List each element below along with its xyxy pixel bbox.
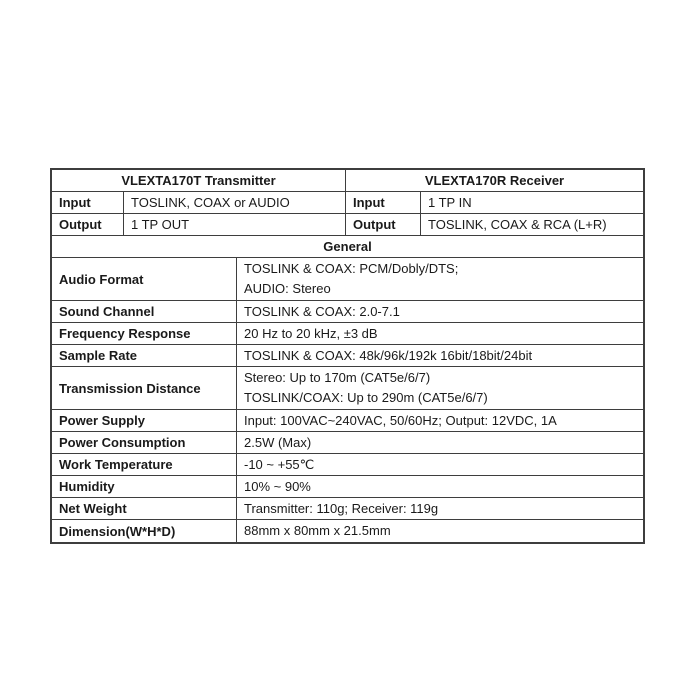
- spec-row-power-consumption: [52, 432, 643, 454]
- spec-value: [237, 323, 643, 344]
- receiver-output-label: Output: [346, 214, 421, 235]
- device-header-row: [52, 170, 643, 192]
- transmitter-input-value: TOSLINK, COAX or AUDIO: [124, 192, 346, 213]
- spec-value: [237, 476, 643, 497]
- spec-value-line: Input: 100VAC~240VAC, 50/60Hz; Output: 12VDC, 1A: [244, 412, 557, 428]
- spec-row-power-supply: [52, 410, 643, 432]
- transmitter-output-label: Output: [52, 214, 124, 235]
- spec-label: Power Supply: [52, 410, 237, 431]
- spec-row-transmission-distance: [52, 367, 643, 410]
- spec-label: Frequency Response: [52, 323, 237, 344]
- spec-row-work-temperature: [52, 454, 643, 476]
- spec-value-line: TOSLINK & COAX: PCM/Dobly/DTS;: [244, 261, 459, 276]
- spec-value: [237, 345, 643, 366]
- spec-label: Audio Format: [52, 258, 237, 300]
- spec-row-audio-format: [52, 258, 643, 301]
- spec-row-humidity: [52, 476, 643, 498]
- spec-value: [237, 432, 643, 453]
- receiver-title: VLEXTA170R Receiver: [424, 173, 565, 188]
- spec-value-line: TOSLINK & COAX: 48k/96k/192k 16bit/18bit/24bit: [244, 347, 533, 363]
- spec-value-line: 2.5W (Max): [244, 434, 312, 450]
- transmitter-output-value: 1 TP OUT: [124, 214, 346, 235]
- spec-label: Humidity: [52, 476, 237, 497]
- general-section-title: General: [323, 239, 372, 254]
- receiver-input-label: Input: [346, 192, 421, 213]
- output-row: [52, 214, 643, 236]
- spec-value-line: TOSLINK & COAX: 2.0-7.1: [244, 303, 400, 319]
- spec-label: Sound Channel: [52, 301, 237, 322]
- transmitter-title: VLEXTA170T Transmitter: [52, 170, 346, 191]
- spec-value: [237, 258, 643, 300]
- spec-label: Dimension(W*H*D): [52, 520, 237, 542]
- spec-value: [237, 498, 643, 519]
- spec-value-line: 10% ~ 90%: [244, 478, 311, 494]
- spec-label: Net Weight: [52, 498, 237, 519]
- spec-label: Transmission Distance: [52, 367, 237, 409]
- spec-value-line: Transmitter: 110g; Receiver: 119g: [244, 500, 439, 516]
- spec-label: Work Temperature: [52, 454, 237, 475]
- spec-value-line: TOSLINK/COAX: Up to 290m (CAT5e/6/7): [244, 390, 488, 405]
- spec-value: [237, 520, 643, 542]
- spec-row-net-weight: [52, 498, 643, 520]
- spec-value: [237, 454, 643, 475]
- receiver-input-value: 1 TP IN: [428, 195, 472, 210]
- spec-value: [237, 301, 643, 322]
- spec-value-line: 20 Hz to 20 kHz, ±3 dB: [244, 325, 378, 341]
- spec-value-line: -10 ~ +55℃: [244, 456, 315, 472]
- spec-row-sample-rate: [52, 345, 643, 367]
- receiver-output-value: TOSLINK, COAX & RCA (L+R): [428, 217, 607, 232]
- general-header-row: [52, 236, 643, 258]
- spec-row-frequency-response: [52, 323, 643, 345]
- spec-label: Power Consumption: [52, 432, 237, 453]
- spec-row-sound-channel: [52, 301, 643, 323]
- spec-value: [237, 410, 643, 431]
- spec-row-dimension: [52, 520, 643, 542]
- spec-value: [237, 367, 643, 409]
- spec-value-line: AUDIO: Stereo: [244, 281, 331, 296]
- spec-table: [50, 168, 645, 544]
- input-row: [52, 192, 643, 214]
- spec-value-line: 88mm x 80mm x 21.5mm: [244, 523, 391, 538]
- spec-value-line: Stereo: Up to 170m (CAT5e/6/7): [244, 370, 431, 385]
- spec-label: Sample Rate: [52, 345, 237, 366]
- transmitter-input-label: Input: [52, 192, 124, 213]
